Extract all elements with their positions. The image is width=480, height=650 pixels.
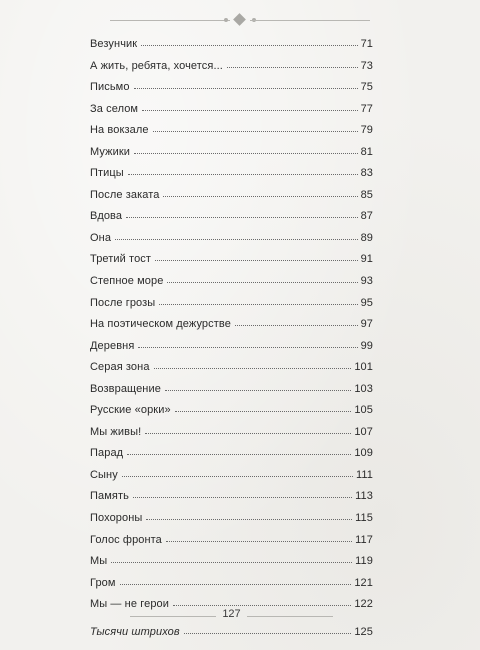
- page-footer: [90, 608, 373, 624]
- leader-dots: [159, 303, 357, 305]
- toc-entry: [90, 103, 373, 125]
- toc-entry: [90, 253, 373, 275]
- leader-dots: [227, 66, 358, 68]
- ornament-line-right: [250, 20, 370, 21]
- toc-final-entry: [90, 626, 373, 648]
- leader-dots: [154, 367, 352, 369]
- toc-entry: [90, 340, 373, 362]
- toc-entry-page: 93: [360, 275, 373, 288]
- toc-entry-page: 101: [354, 361, 373, 374]
- toc-entry-title: Птицы: [90, 167, 124, 180]
- leader-dots: [126, 216, 357, 218]
- toc-entry-page: 121: [354, 576, 373, 589]
- leader-dots: [122, 475, 353, 477]
- toc-entry-page: 97: [360, 318, 373, 331]
- leader-dots: [127, 453, 351, 455]
- toc-entry-page: 122: [354, 598, 373, 611]
- leader-dots: [173, 604, 351, 606]
- toc-entry-page: 89: [360, 231, 373, 244]
- leader-dots: [120, 583, 352, 585]
- leader-dots: [175, 410, 352, 412]
- toc-entry-title: Серая зона: [90, 361, 150, 374]
- toc-entry-page: 83: [360, 167, 373, 180]
- toc-entry: [90, 60, 373, 82]
- leader-dots: [184, 632, 352, 634]
- toc-entry-page: 103: [354, 382, 373, 395]
- toc-entry: [90, 124, 373, 146]
- toc-entry-title: Деревня: [90, 339, 135, 352]
- toc-entry-page: 75: [360, 81, 373, 94]
- leader-dots: [115, 238, 358, 240]
- toc-entry: [90, 146, 373, 168]
- ornament-line-left: [110, 20, 230, 21]
- toc-entry-page: 81: [360, 145, 373, 158]
- toc-entry-page: 87: [360, 210, 373, 223]
- leader-dots: [235, 324, 358, 326]
- toc-entry: [90, 490, 373, 512]
- leader-dots: [138, 346, 357, 348]
- toc-entry-page: 91: [360, 253, 373, 266]
- toc-entry-page: 119: [355, 555, 373, 568]
- toc-entry-title: Сыну: [90, 468, 118, 481]
- toc-entry-title: Похороны: [90, 512, 143, 525]
- leader-dots: [163, 195, 357, 197]
- page-number: 127: [222, 608, 241, 620]
- leader-dots: [146, 518, 352, 520]
- leader-dots: [134, 87, 358, 89]
- toc-entry: [90, 555, 373, 577]
- footer-line-right: [247, 616, 333, 617]
- toc-entry: [90, 232, 373, 254]
- leader-dots: [153, 130, 358, 132]
- toc-entry: [90, 534, 373, 556]
- toc-entry-title: Парад: [90, 447, 124, 460]
- toc-entry-title: Степное море: [90, 275, 164, 288]
- toc-final-entry-title: Тысячи штрихов: [90, 625, 180, 638]
- leader-dots: [145, 432, 351, 434]
- leader-dots: [165, 389, 351, 391]
- toc-entry-title: После грозы: [90, 296, 156, 309]
- toc-entry: [90, 404, 373, 426]
- toc-entry-title: Везунчик: [90, 38, 138, 50]
- toc-entry-title: Мы: [90, 555, 108, 568]
- toc-entry: [90, 81, 373, 103]
- toc-entry-title: Голос фронта: [90, 533, 162, 546]
- leader-dots: [155, 259, 358, 261]
- toc-entry: [90, 383, 373, 405]
- toc-entry-page: 117: [355, 533, 373, 546]
- toc-entry-title: Мы — не герои: [90, 598, 169, 611]
- toc-entry-page: 95: [360, 296, 373, 309]
- leader-dots: [134, 152, 358, 154]
- toc-entry: [90, 577, 373, 599]
- ornament-diamond-icon: [233, 13, 246, 26]
- leader-dots: [111, 561, 352, 563]
- toc-entry: [90, 210, 373, 232]
- toc-entry-page: 99: [360, 339, 373, 352]
- ornament-dot-left: [224, 18, 228, 22]
- toc-entry: [90, 38, 373, 60]
- toc-entry-page: 109: [354, 447, 373, 460]
- toc-entry: [90, 275, 373, 297]
- leader-dots: [166, 540, 352, 542]
- toc-entry-title: Мы живы!: [90, 425, 142, 438]
- toc-final-entry-page: 125: [354, 625, 373, 638]
- toc-entry-title: Мужики: [90, 145, 130, 158]
- toc-entry-page: 115: [355, 512, 373, 525]
- toc-entry-title: Письмо: [90, 81, 130, 94]
- toc-entry-title: А жить, ребята, хочется...: [90, 59, 223, 72]
- toc-entry-page: 113: [355, 490, 373, 503]
- toc-entry: [90, 426, 373, 448]
- leader-dots: [128, 173, 358, 175]
- toc-entry-title: Возвращение: [90, 382, 161, 395]
- toc-entry-title: Память: [90, 490, 129, 503]
- toc-entry-page: 85: [360, 188, 373, 201]
- toc-entry-title: За селом: [90, 102, 139, 115]
- toc-entry-title: Русские «орки»: [90, 404, 171, 417]
- toc-entry-title: Гром: [90, 576, 116, 589]
- toc-entry: [90, 318, 373, 340]
- toc-entry-page: 79: [360, 124, 373, 137]
- toc-entry: [90, 469, 373, 491]
- toc-entry-title: На поэтическом дежурстве: [90, 318, 231, 331]
- toc-entry: [90, 297, 373, 319]
- toc-entry-page: 71: [360, 38, 373, 50]
- toc-entry-page: 105: [354, 404, 373, 417]
- toc-entry: [90, 167, 373, 189]
- toc-entry: [90, 447, 373, 469]
- table-of-contents: [90, 38, 373, 647]
- toc-entry: [90, 512, 373, 534]
- toc-entry-page: 107: [354, 425, 373, 438]
- toc-entry: [90, 361, 373, 383]
- top-ornament: [90, 14, 390, 28]
- toc-entry-title: Она: [90, 231, 112, 244]
- leader-dots: [167, 281, 357, 283]
- toc-entry-page: 77: [360, 102, 373, 115]
- leader-dots: [133, 496, 352, 498]
- toc-entry: [90, 189, 373, 211]
- leader-dots: [141, 44, 357, 46]
- toc-entry-title: После заката: [90, 188, 160, 201]
- toc-entry-title: На вокзале: [90, 124, 149, 137]
- toc-entry-page: 111: [355, 468, 373, 481]
- toc-entry-title: Вдова: [90, 210, 123, 223]
- toc-entry-page: 73: [360, 59, 373, 72]
- leader-dots: [142, 109, 357, 111]
- toc-entry-title: Третий тост: [90, 253, 152, 266]
